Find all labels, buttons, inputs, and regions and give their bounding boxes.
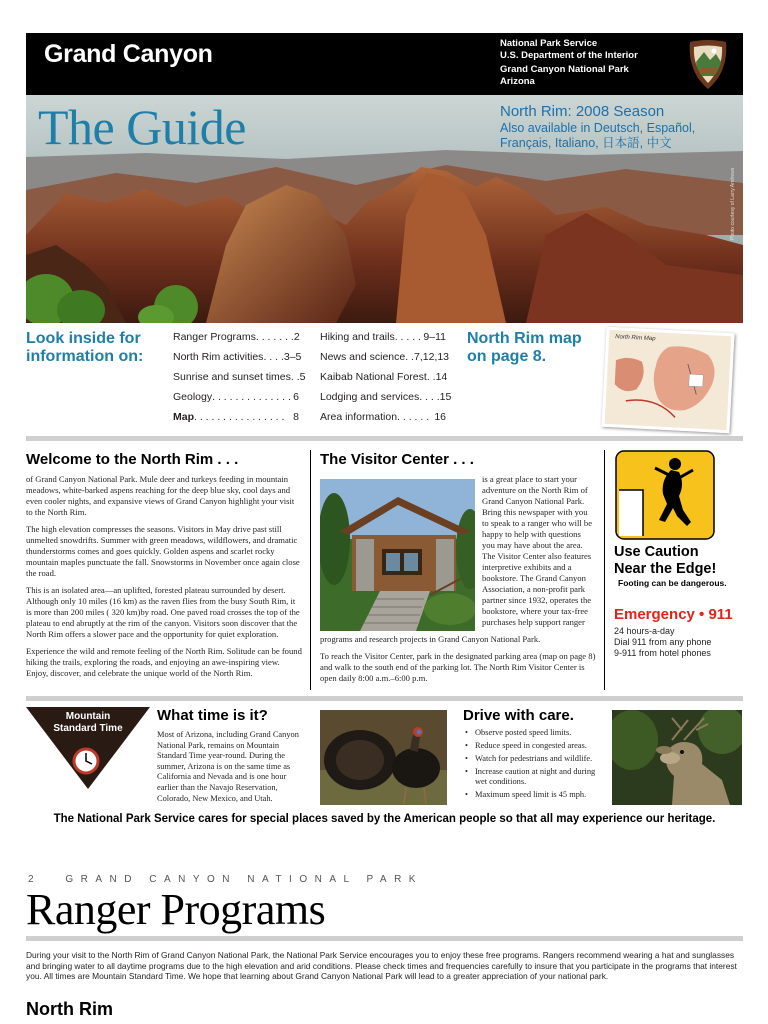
agency-line: Arizona	[500, 75, 535, 87]
running-header-text: GRAND CANYON NATIONAL PARK	[65, 874, 423, 885]
nps-arrowhead-icon	[686, 38, 730, 90]
welcome-body	[26, 474, 302, 685]
visitor-center-paragraph: programs and research projects in Grand Canyon National Park.	[320, 634, 541, 644]
page-title: Ranger Programs	[26, 885, 326, 934]
welcome-paragraph: Experience the wild and remote feeling of the North Rim. Solitude can be found hiking the trails, exploring the roads, and enjoying an awe-inspiring view. Enjoy, discover, and celebrate the unique world of the North Rim.	[26, 646, 302, 678]
photo-credit: Photo courtesy of Larry Andrews	[730, 167, 736, 240]
contents-entry[interactable]: Ranger Programs . . . . . . . 2	[173, 331, 300, 343]
mst-badge-line: Standard Time	[53, 723, 123, 734]
contents-entry[interactable]: Lodging and services . . . . 15	[320, 391, 452, 403]
drive-heading: Drive with care.	[463, 707, 574, 724]
page-number: 2	[28, 874, 42, 885]
caution-fall-icon	[615, 450, 715, 540]
visitor-center-paragraph: To reach the Visitor Center, park in the designated parking area (map on page 8) and walk to the south end of the parking lot. The North Rim Visitor Center is open daily 8:00 a.m.–6:00 p.m.	[320, 651, 596, 683]
season-label: North Rim: 2008 Season	[500, 103, 665, 120]
languages-note: Also available in Deutsch, Español, Français, Italiano, 日本語, 中文	[500, 121, 696, 150]
map-note: North Rim map on page 8.	[467, 330, 582, 365]
park-title: Grand Canyon	[44, 40, 213, 68]
visitor-center-side-text: is a great place to start your adventure on the North Rim of Grand Canyon National Park. Bring this newspaper with you to speak to a ranger who will be happy to help with questions you may have about the area. The Visitor Center also features interpretive exhibits and a bookstore. The Grand Canyon Association, a non-profit park partner since 1932, operates the bookstore, where your tax-free purchases help support ranger	[482, 474, 593, 627]
contents-entry[interactable]: Map . . . . . . . . . . . . . . . . 8	[173, 411, 299, 423]
time-heading: What time is it?	[157, 707, 268, 724]
caution-title	[614, 544, 716, 578]
list-item: • Observe posted speed limits.	[465, 728, 605, 738]
nps-tagline: The National Park Service cares for special places saved by the American people so that all may experience our heritage.	[53, 813, 716, 825]
visitor-center-below-text	[320, 634, 600, 690]
caution-subtitle: Footing can be dangerous.	[618, 578, 727, 588]
contents-column-1	[173, 327, 306, 427]
welcome-paragraph: The high elevation compresses the seasons. Visitors in May drive past still unmelted snowdrifts. Summer with green meadows, wildflowers, and dramatic thunderstorms comes and goes quickly. Golden aspens and scarlet rocky mountain maples punctuate the fall. Snowstorms in November once again close the road.	[26, 524, 300, 578]
section-divider	[26, 936, 743, 941]
visitor-center-heading: The Visitor Center . . .	[320, 451, 474, 468]
emergency-line: Dial 911 from any phone	[614, 637, 712, 647]
emergency-line: 9-911 from hotel phones	[614, 648, 711, 658]
agency-line: National Park Service	[500, 38, 598, 49]
turkey-photo	[320, 710, 447, 805]
section-divider	[26, 436, 743, 441]
section-divider	[26, 696, 743, 701]
list-item: • Increase caution at night and during wet conditions.	[465, 767, 605, 787]
list-item: • Reduce speed in congested areas.	[465, 741, 605, 751]
map-thumbnail[interactable]	[601, 327, 734, 434]
ranger-programs-intro: During your visit to the North Rim of Grand Canyon National Park, the National Park Service encourages you to enjoy these free programs. Rangers recommend wearing a hat and sunglasses and bringing water to all daytime programs due to the high elevation and arid conditions. Please check times and frequencies carefully to insure that you participate in the programs that interest you. All times are Mountain Standard Time. We hope that learning about Grand Canyon National Park will lead to a greater appreciation of your national park.	[26, 950, 737, 981]
mst-badge-label	[26, 711, 150, 735]
map-thumbnail-title: North Rim Map	[615, 334, 656, 343]
column-divider	[604, 450, 605, 690]
contents-entry[interactable]: News and science . . 7,12,13	[320, 351, 450, 363]
caution-title-line: Use Caution	[614, 544, 699, 560]
mst-badge-line: Mountain	[65, 711, 111, 722]
list-item: • Watch for pedestrians and wildlife.	[465, 754, 605, 764]
welcome-paragraph: This is an isolated area—an uplifted, forested plateau surrounded by desert. Although only 10 miles (16 km) as the raven flies from the busy South Rim, it is more than 200 miles ( 320 km)by road. One paved road crosses the top of the plateau to end abruptly at the rim of the canyon. Visitors soon discover that the North Rim offers a slower pace and the opportunity for quiet exploration.	[26, 585, 300, 639]
drive-tips-list	[465, 728, 605, 803]
contents-entry[interactable]: Hiking and trails . . . . . 9–11	[320, 331, 446, 343]
guide-title: The Guide	[38, 99, 246, 155]
caution-title-line: Near the Edge!	[614, 561, 717, 577]
contents-entry[interactable]: Geology . . . . . . . . . . . . . . 6	[173, 391, 299, 403]
list-item: • Maximum speed limit is 45 mph.	[465, 790, 605, 800]
contents-column-2	[320, 327, 452, 427]
contents-entry[interactable]: Kaibab National Forest . . 14	[320, 371, 448, 383]
contents-entry[interactable]: Area information . . . . . . 16	[320, 411, 446, 423]
contents-intro: Look inside for information on:	[26, 330, 144, 365]
welcome-paragraph: of Grand Canyon National Park. Mule deer and turkeys feeding in mountain meadows, white-barked aspens reaching for the deep blue sky, cool days and even cooler nights, and expansive views of Grand Canyon highlight your visit to the North Rim.	[26, 474, 295, 517]
section-subheading: North Rim	[26, 999, 113, 1019]
deer-photo	[612, 710, 742, 805]
welcome-heading: Welcome to the North Rim . . .	[26, 451, 239, 468]
emergency-lines	[614, 626, 711, 659]
map-thumbnail-art	[605, 330, 732, 430]
contents-entry[interactable]: Sunrise and sunset times . . 5	[173, 371, 306, 383]
column-divider	[310, 450, 311, 690]
agency-line: U.S. Department of the Interior	[500, 49, 638, 61]
visitor-center-photo	[320, 479, 475, 631]
agency-block	[500, 38, 638, 87]
emergency-heading: Emergency • 911	[614, 606, 733, 623]
time-text: Most of Arizona, including Grand Canyon National Park, remains on Mountain Standard Time year-round. During the summer, Arizona is on the same time as California and Nevada and is one hour earlier than the Navajo Reservation, Colorado, New Mexico, and Utah.	[157, 730, 299, 803]
emergency-line: 24 hours-a-day	[614, 626, 675, 636]
agency-line: Grand Canyon National Park	[500, 64, 629, 75]
contents-entry[interactable]: North Rim activities . . . . 3–5	[173, 351, 302, 363]
